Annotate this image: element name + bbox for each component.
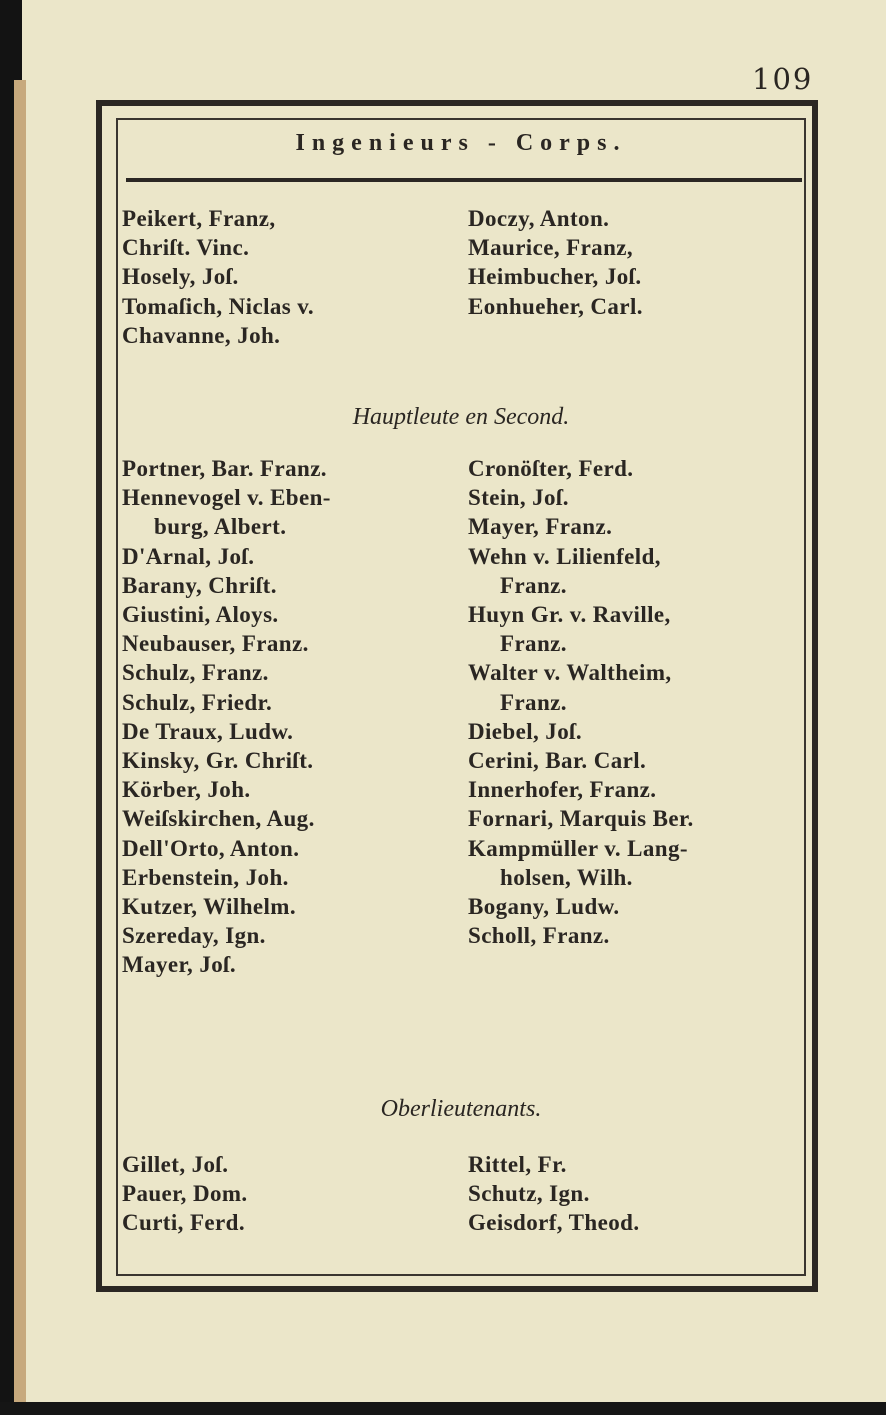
name-entry: Scholl, Franz. — [468, 923, 610, 949]
section-3-heading: Oberlieutenants. — [380, 1096, 542, 1122]
name-entry: Erbenstein, Joh. — [122, 864, 289, 890]
name-entry: Franz. — [500, 631, 567, 657]
scan-edge-bottom — [0, 1402, 886, 1415]
name-entry: Schulz, Friedr. — [122, 689, 273, 715]
name-entry: Innerhofer, Franz. — [468, 777, 657, 803]
name-entry: Walter v. Waltheim, — [468, 660, 672, 686]
name-entry: Szereday, Ign. — [122, 923, 266, 949]
name-entry: Barany, Chriſt. — [122, 572, 277, 598]
name-entry: Körber, Joh. — [122, 777, 251, 803]
name-entry: burg, Albert. — [154, 514, 287, 540]
section-3-right-column — [468, 1150, 798, 1238]
name-entry: Hosely, Joſ. — [122, 264, 239, 290]
name-entry: Giustini, Aloys. — [122, 602, 279, 628]
name-entry: Cerini, Bar. Carl. — [468, 748, 647, 774]
name-entry: Stein, Joſ. — [468, 485, 569, 511]
name-entry: holsen, Wilh. — [500, 864, 633, 890]
name-entry: D'Arnal, Joſ. — [122, 543, 255, 569]
name-entry: Maurice, Franz, — [468, 235, 634, 261]
name-entry: Bogany, Ludw. — [468, 894, 620, 920]
name-entry: Wehn v. Lilienfeld, — [468, 543, 661, 569]
section-2-heading: Hauptleute en Second. — [352, 404, 570, 430]
name-entry: Tomaſich, Niclas v. — [122, 293, 315, 319]
name-entry: Fornari, Marquis Ber. — [468, 806, 694, 832]
name-entry: Neubauser, Franz. — [122, 631, 309, 657]
name-entry: Doczy, Anton. — [468, 206, 610, 231]
name-entry: Franz. — [500, 572, 567, 598]
section-2-right-column — [468, 454, 798, 950]
page-number: 109 — [752, 62, 814, 96]
section-1-right-column — [468, 204, 798, 321]
name-entry: Chavanne, Joh. — [122, 322, 281, 348]
name-entry: Kampmüller v. Lang- — [468, 835, 688, 861]
name-entry: Kutzer, Wilhelm. — [122, 894, 297, 920]
name-entry: Diebel, Joſ. — [468, 718, 583, 744]
title-rule — [126, 178, 802, 182]
name-entry: Gillet, Joſ. — [122, 1152, 229, 1177]
name-entry: Cronöſter, Ferd. — [468, 456, 634, 481]
name-entry: Mayer, Franz. — [468, 514, 613, 540]
name-entry: Franz. — [500, 689, 567, 715]
name-entry: Kinsky, Gr. Chriſt. — [122, 748, 314, 774]
name-entry: Pauer, Dom. — [122, 1181, 248, 1207]
name-entry: Hennevogel v. Eben- — [122, 485, 331, 511]
page-spine-strip — [14, 80, 26, 1415]
name-entry: Geisdorf, Theod. — [468, 1210, 640, 1236]
name-entry: De Traux, Ludw. — [122, 718, 294, 744]
name-entry: Portner, Bar. Franz. — [122, 456, 327, 481]
name-entry: Schutz, Ign. — [468, 1181, 590, 1207]
name-entry: Dell'Orto, Anton. — [122, 835, 300, 861]
name-entry: Curti, Ferd. — [122, 1210, 245, 1236]
name-entry: Eonhueher, Carl. — [468, 293, 643, 319]
section-3-left-column — [122, 1150, 452, 1238]
name-entry: Rittel, Fr. — [468, 1152, 567, 1177]
section-1-left-column — [122, 204, 452, 350]
name-entry: Peikert, Franz, — [122, 206, 276, 231]
name-entry: Heimbucher, Joſ. — [468, 264, 642, 290]
section-2-left-column — [122, 454, 452, 980]
name-entry: Schulz, Franz. — [122, 660, 269, 686]
name-entry: Huyn Gr. v. Raville, — [468, 602, 671, 628]
name-entry: Weiſskirchen, Aug. — [122, 806, 315, 832]
name-entry: Mayer, Joſ. — [122, 952, 237, 978]
name-entry: Chriſt. Vinc. — [122, 235, 250, 261]
page-title: Ingenieurs - Corps. — [295, 130, 627, 156]
